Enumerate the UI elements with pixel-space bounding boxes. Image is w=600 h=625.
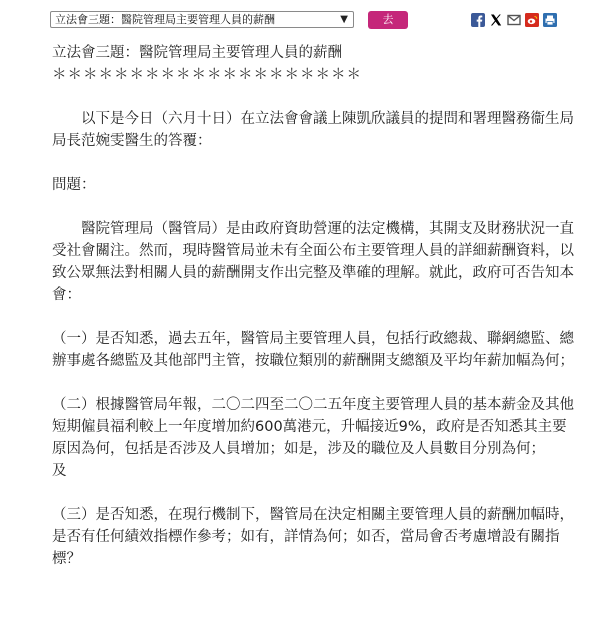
go-button[interactable]: 去: [368, 11, 408, 29]
spacer: [52, 86, 580, 108]
question-part-1: （一）是否知悉，過去五年，醫管局主要管理人員，包括行政總裁、聯網總監、總辦事處各總監及其他部門主管，按職位類別的薪酬開支總額及平均年薪加幅為何；: [52, 331, 574, 369]
article-body: [52, 42, 580, 570]
spacer: [52, 196, 580, 218]
email-icon[interactable]: [507, 13, 521, 27]
question-part-3: （三）是否知悉，在現行機制下，醫管局在決定相關主要管理人員的薪酬加幅時，是否有任何績效指標作參考；如有，詳情為何；如否，當局會否考慮增設有關指標？: [52, 507, 574, 567]
spacer: [52, 152, 580, 174]
article-select-value: 立法會三題：醫院管理局主要管理人員的薪酬: [55, 13, 275, 26]
print-icon[interactable]: [543, 13, 557, 27]
chevron-down-icon: ▼: [340, 14, 348, 25]
spacer: [52, 372, 580, 394]
article-title: 立法會三題：醫院管理局主要管理人員的薪酬: [52, 45, 342, 61]
facebook-icon[interactable]: [471, 13, 485, 27]
x-icon[interactable]: [489, 13, 503, 27]
top-toolbar: [0, 0, 600, 36]
spacer: [52, 306, 580, 328]
share-icons: [471, 13, 557, 27]
spacer: [52, 482, 580, 504]
title-separator: ＊＊＊＊＊＊＊＊＊＊＊＊＊＊＊＊＊＊＊＊: [52, 67, 362, 83]
intro-paragraph: 以下是今日（六月十日）在立法會會議上陳凱欣議員的提問和署理醫務衞生局局長范婉雯醫生的答覆：: [52, 111, 574, 149]
question-heading: 問題：: [52, 177, 96, 193]
conjunction-and: 及: [52, 463, 67, 479]
question-part-2: （二）根據醫管局年報，二〇二四至二〇二五年度主要管理人員的基本薪金及其他短期僱員福利較上一年度增加約600萬港元，升幅接近9%，政府是否知悉其主要原因為何，包括是否涉及人員增加；如是，涉及的職位及人員數目分別為何；: [52, 397, 574, 457]
article-select[interactable]: [50, 11, 354, 28]
weibo-icon[interactable]: [525, 13, 539, 27]
question-body: 醫院管理局（醫管局）是由政府資助營運的法定機構，其開支及財務狀況一直受社會關注。然而，現時醫管局並未有全面公布主要管理人員的詳細薪酬資料，以致公眾無法對相關人員的薪酬開支作出完整及準確的理解。就此，政府可否告知本會：: [52, 221, 574, 303]
